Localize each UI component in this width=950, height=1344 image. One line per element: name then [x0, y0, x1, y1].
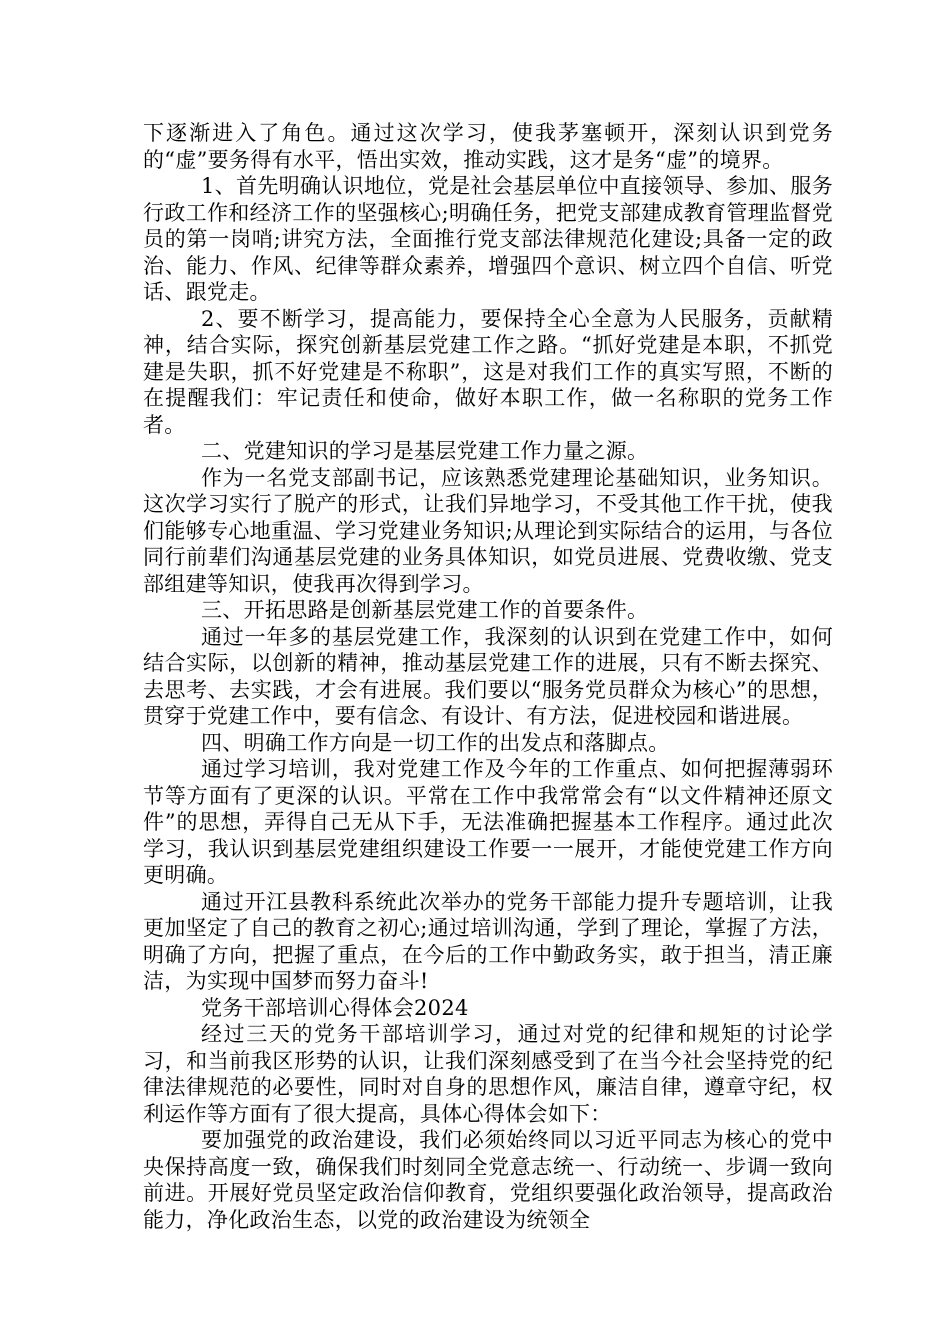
- document-body: [143, 120, 833, 1233]
- paragraph-9: 通过学习培训，我对党建工作及今年的工作重点、如何把握薄弱环节等方面有了更深的认识。平常在工作中我常常会有“以文件精神还原文件”的思想，弄得自己无从下手，无法准确把握基本工作程序。通过此次学习，我认识到基层党建组织建设工作要一一展开，才能使党建工作方向更明确。: [143, 757, 833, 887]
- paragraph-5: 作为一名党支部副书记，应该熟悉党建理论基础知识，业务知识。这次学习实行了脱产的形式，让我们异地学习，不受其他工作干扰，使我们能够专心地重温、学习党建业务知识;从理论到实际结合的运用，与各位同行前辈们沟通基层党建的业务具体知识，如党员进展、党费收缴、党支部组建等知识，使我再次得到学习。: [143, 465, 833, 596]
- section-heading-4: 四、明确工作方向是一切工作的出发点和落脚点。: [201, 730, 670, 755]
- section-heading-3: 三、开拓思路是创新基层党建工作的首要条件。: [201, 598, 649, 622]
- paragraph-2: 1、首先明确认识地位，党是社会基层单位中直接领导、参加、服务行政工作和经济工作的坚强核心;明确任务，把党支部建成教育管理监督党员的第一岗哨;讲究方法，全面推行党支部法律规范化建设;具备一定的政治、能力、作风、纪律等群众素养，增强四个意识、树立四个自信、听党话、跟党走。: [143, 174, 833, 304]
- paragraph-3: 2、要不断学习，提高能力，要保持全心全意为人民服务，贡献精神，结合实际，探究创新基层党建工作之路。“抓好党建是本职，不抓党建是失职，抓不好党建是不称职”，这是对我们工作的真实写照，不断的在提醒我们：牢记责任和使命，做好本职工作，做一名称职的党务工作者。: [143, 306, 833, 437]
- paragraph-1: 下逐渐进入了角色。通过这次学习，使我茅塞顿开，深刻认识到党务的“虚”要务得有水平，悟出实效，推动实践，这才是务“虚”的境界。: [143, 121, 833, 172]
- paragraph-12: 经过三天的党务干部培训学习，通过对党的纪律和规矩的讨论学习，和当前我区形势的认识，让我们深刻感受到了在当今社会坚持党的纪律法律规范的必要性，同时对自身的思想作风，廉洁自律，遵章守纪，权利运作等方面有了很大提高，具体心得体会如下：: [143, 1022, 833, 1126]
- paragraph-13: 要加强党的政治建设，我们必须始终同以习近平同志为核心的党中央保持高度一致，确保我们时刻同全党意志统一、行动统一、步调一致向前进。开展好党员坚定政治信仰教育，党组织要强化政治领导，提高政治能力，净化政治生态，以党的政治建设为统领全: [143, 1128, 833, 1232]
- article-title: 党务干部培训心得体会2024: [201, 995, 469, 1020]
- section-heading-2: 二、党建知识的学习是基层党建工作力量之源。: [201, 439, 649, 463]
- paragraph-7: 通过一年多的基层党建工作，我深刻的认识到在党建工作中，如何结合实际，以创新的精神，推动基层党建工作的进展，只有不断去探究、去思考、去实践，才会有进展。我们要以“服务党员群众为核心”的思想，贯穿于党建工作中，要有信念、有设计、有方法，促进校园和谐进展。: [143, 624, 833, 728]
- paragraph-10: 通过开江县教科系统此次举办的党务干部能力提升专题培训，让我更加坚定了自己的教育之初心;通过培训沟通，学到了理论，掌握了方法，明确了方向，把握了重点，在今后的工作中勤政务实，敢于担当，清正廉洁，为实现中国梦而努力奋斗!: [143, 889, 833, 993]
